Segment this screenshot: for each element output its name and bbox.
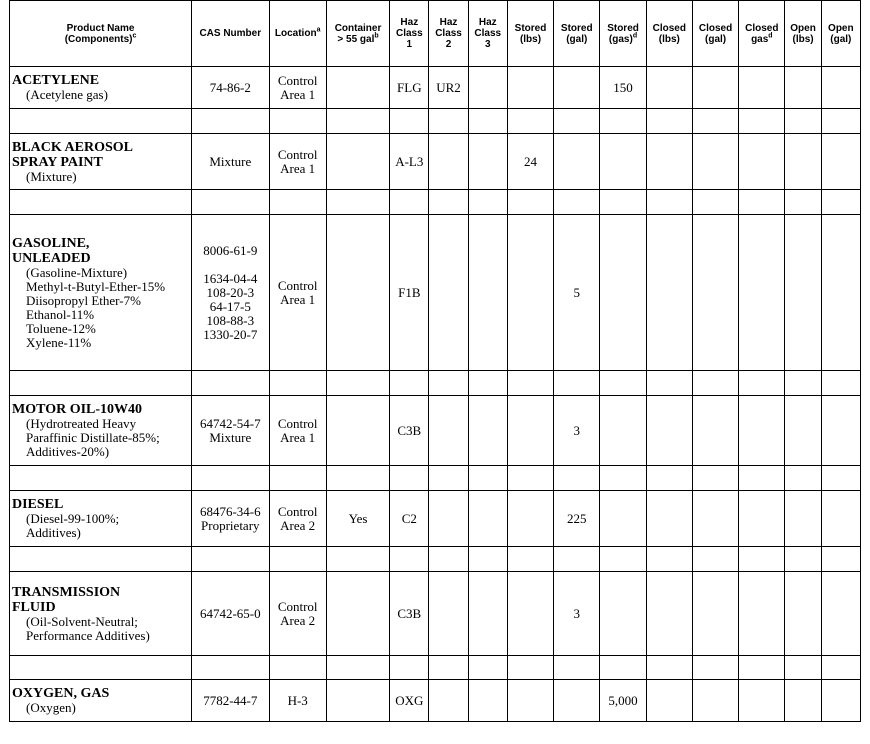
haz-class-1-cell: C3B xyxy=(390,396,429,466)
spacer-cell xyxy=(390,466,429,491)
spacer-cell xyxy=(554,190,600,215)
table-header-row xyxy=(10,1,861,67)
spacer-cell xyxy=(600,547,646,572)
closed-gal-cell xyxy=(692,491,738,547)
closed-lbs-cell xyxy=(646,680,692,722)
spacer-cell xyxy=(192,656,269,680)
spacer-cell xyxy=(429,109,468,134)
column-header-label: Haz xyxy=(400,17,419,28)
stored-gal-cell xyxy=(554,134,600,190)
column-header xyxy=(192,1,269,67)
container-cell xyxy=(326,67,389,109)
cas-number-cell: 74-86-2 xyxy=(192,67,269,109)
spacer-cell xyxy=(821,109,860,134)
stored-gal-cell: 3 xyxy=(554,396,600,466)
spacer-cell xyxy=(739,656,785,680)
spacer-cell xyxy=(192,547,269,572)
spacer-cell xyxy=(10,371,192,396)
closed-gal-cell xyxy=(692,680,738,722)
product-name-cell xyxy=(10,572,192,656)
container-cell xyxy=(326,396,389,466)
product-name: BLACK AEROSOL SPRAY PAINT xyxy=(12,139,133,170)
column-header xyxy=(821,1,860,67)
column-header-label: (gas) xyxy=(608,33,633,45)
stored-lbs-cell xyxy=(507,491,553,547)
column-header-label: Closed xyxy=(745,22,779,34)
open-lbs-cell xyxy=(785,396,821,466)
open-gal-cell xyxy=(821,396,860,466)
stored-gas-cell xyxy=(600,134,646,190)
column-header xyxy=(507,1,553,67)
column-header-label: Open xyxy=(790,22,816,34)
spacer-cell xyxy=(692,190,738,215)
spacer-cell xyxy=(326,656,389,680)
closed-gal-cell xyxy=(692,67,738,109)
stored-gal-cell: 225 xyxy=(554,491,600,547)
open-gal-cell xyxy=(821,215,860,371)
spacer-cell xyxy=(326,466,389,491)
spacer-cell xyxy=(390,547,429,572)
spacer-cell xyxy=(600,656,646,680)
spacer-cell xyxy=(429,371,468,396)
column-header-label: Class xyxy=(435,28,462,39)
container-cell: Yes xyxy=(326,491,389,547)
table-row xyxy=(10,396,861,466)
cas-number-cell: 68476-34-6 Proprietary xyxy=(192,491,269,547)
product-name-cell xyxy=(10,491,192,547)
haz-class-1-cell: C3B xyxy=(390,572,429,656)
column-header xyxy=(10,1,192,67)
location-cell: Control Area 1 xyxy=(269,67,326,109)
spacer-cell xyxy=(646,547,692,572)
spacer-cell xyxy=(600,466,646,491)
column-header xyxy=(692,1,738,67)
table-row xyxy=(10,134,861,190)
stored-gas-cell: 5,000 xyxy=(600,680,646,722)
column-header-label: Haz xyxy=(439,17,458,28)
haz-class-2-cell xyxy=(429,572,468,656)
product-components: (Oxygen) xyxy=(26,700,76,715)
product-name: DIESEL xyxy=(12,497,64,512)
closed-lbs-cell xyxy=(646,572,692,656)
spacer-row xyxy=(10,466,861,491)
spacer-cell xyxy=(429,190,468,215)
spacer-cell xyxy=(10,466,192,491)
footnote-marker: d xyxy=(632,32,638,40)
product-name: OXYGEN, GAS xyxy=(12,686,110,701)
stored-gas-cell: 150 xyxy=(600,67,646,109)
haz-class-3-cell xyxy=(468,396,507,466)
closed-gas-cell xyxy=(739,215,785,371)
haz-class-3-cell xyxy=(468,680,507,722)
spacer-cell xyxy=(646,656,692,680)
closed-lbs-cell xyxy=(646,215,692,371)
spacer-cell xyxy=(821,547,860,572)
haz-class-1-cell: C2 xyxy=(390,491,429,547)
closed-gal-cell xyxy=(692,572,738,656)
haz-class-3-cell xyxy=(468,572,507,656)
spacer-cell xyxy=(468,371,507,396)
footnote-marker: d xyxy=(768,32,773,40)
product-components: (Mixture) xyxy=(26,168,77,184)
closed-lbs-cell xyxy=(646,491,692,547)
spacer-cell xyxy=(269,466,326,491)
stored-gal-cell: 5 xyxy=(554,215,600,371)
haz-class-2-cell xyxy=(429,215,468,371)
spacer-cell xyxy=(507,109,553,134)
spacer-cell xyxy=(821,371,860,396)
haz-class-3-cell xyxy=(468,67,507,109)
column-header xyxy=(600,1,646,67)
spacer-cell xyxy=(600,190,646,215)
cas-number-cell: 8006-61-9 1634-04-4 108-20-3 64-17-5 108-88-3 1330-20-7 xyxy=(192,215,269,371)
product-name-cell xyxy=(10,396,192,466)
hazmat-inventory-document xyxy=(9,0,861,722)
closed-gal-cell xyxy=(692,215,738,371)
spacer-cell xyxy=(692,547,738,572)
container-cell xyxy=(326,215,389,371)
column-header-label: CAS Number xyxy=(199,28,262,39)
spacer-cell xyxy=(507,547,553,572)
spacer-cell xyxy=(646,109,692,134)
open-gal-cell xyxy=(821,572,860,656)
open-gal-cell xyxy=(821,67,860,109)
spacer-cell xyxy=(10,547,192,572)
spacer-cell xyxy=(785,371,821,396)
open-lbs-cell xyxy=(785,491,821,547)
product-name: TRANSMISSION FLUID xyxy=(12,584,121,615)
spacer-cell xyxy=(554,371,600,396)
column-header-label: (lbs) xyxy=(792,33,814,45)
cas-number-cell: 64742-54-7 Mixture xyxy=(192,396,269,466)
spacer-cell xyxy=(326,109,389,134)
cas-number-cell: 64742-65-0 xyxy=(192,572,269,656)
product-components: (Gasoline-Mixture) Methyl-t-Butyl-Ether-15% Diisopropyl Ether-7% Ethanol-11% Toluene-12% Xylene-11% xyxy=(26,264,166,350)
open-lbs-cell xyxy=(785,134,821,190)
spacer-cell xyxy=(554,466,600,491)
product-name-cell xyxy=(10,67,192,109)
product-name-cell xyxy=(10,134,192,190)
open-gal-cell xyxy=(821,491,860,547)
column-header-label: (gal) xyxy=(705,33,727,45)
spacer-cell xyxy=(192,371,269,396)
column-header-label: Class xyxy=(474,28,502,39)
stored-gas-cell xyxy=(600,572,646,656)
product-name: MOTOR OIL-10W40 xyxy=(12,402,143,417)
location-cell: Control Area 2 xyxy=(269,572,326,656)
spacer-cell xyxy=(507,371,553,396)
haz-class-2-cell: UR2 xyxy=(429,67,468,109)
column-header-label: Closed xyxy=(652,22,686,34)
column-header xyxy=(739,1,785,67)
spacer-cell xyxy=(269,547,326,572)
column-header-label: 2 xyxy=(445,39,452,50)
stored-lbs-cell xyxy=(507,396,553,466)
open-lbs-cell xyxy=(785,67,821,109)
column-header-label: Stored xyxy=(514,22,547,34)
spacer-cell xyxy=(192,109,269,134)
spacer-cell xyxy=(554,547,600,572)
spacer-cell xyxy=(692,656,738,680)
spacer-cell xyxy=(429,656,468,680)
closed-gal-cell xyxy=(692,134,738,190)
spacer-cell xyxy=(468,190,507,215)
haz-class-1-cell: OXG xyxy=(390,680,429,722)
closed-gas-cell xyxy=(739,680,785,722)
column-header-label: Haz xyxy=(478,17,497,28)
spacer-cell xyxy=(646,190,692,215)
spacer-cell xyxy=(821,190,860,215)
table-row xyxy=(10,491,861,547)
closed-gas-cell xyxy=(739,491,785,547)
spacer-cell xyxy=(821,466,860,491)
column-header-label: 3 xyxy=(484,39,491,50)
haz-class-1-cell: A-L3 xyxy=(390,134,429,190)
spacer-row xyxy=(10,109,861,134)
spacer-row xyxy=(10,656,861,680)
spacer-cell xyxy=(785,109,821,134)
spacer-cell xyxy=(692,109,738,134)
stored-gal-cell xyxy=(554,67,600,109)
column-header xyxy=(390,1,429,67)
closed-gas-cell xyxy=(739,134,785,190)
open-gal-cell xyxy=(821,680,860,722)
column-header-label: Location xyxy=(274,28,317,39)
spacer-cell xyxy=(600,371,646,396)
haz-class-1-cell: FLG xyxy=(390,67,429,109)
spacer-cell xyxy=(468,109,507,134)
spacer-cell xyxy=(429,547,468,572)
haz-class-3-cell xyxy=(468,215,507,371)
haz-class-3-cell xyxy=(468,134,507,190)
location-cell: H-3 xyxy=(269,680,326,722)
open-lbs-cell xyxy=(785,680,821,722)
column-header-label: > 55 gal xyxy=(337,33,375,45)
table-row xyxy=(10,67,861,109)
hazmat-inventory-table xyxy=(9,0,861,722)
closed-lbs-cell xyxy=(646,67,692,109)
open-lbs-cell xyxy=(785,572,821,656)
container-cell xyxy=(326,134,389,190)
spacer-cell xyxy=(468,466,507,491)
spacer-cell xyxy=(821,656,860,680)
product-components: (Hydrotreated Heavy Paraffinic Distillate-85%; Additives-20%) xyxy=(26,416,160,459)
column-header-label: (lbs) xyxy=(519,33,542,45)
spacer-row xyxy=(10,190,861,215)
spacer-cell xyxy=(269,371,326,396)
spacer-cell xyxy=(785,190,821,215)
spacer-cell xyxy=(785,656,821,680)
spacer-cell xyxy=(10,656,192,680)
closed-lbs-cell xyxy=(646,396,692,466)
stored-gas-cell xyxy=(600,215,646,371)
stored-gal-cell: 3 xyxy=(554,572,600,656)
spacer-cell xyxy=(739,547,785,572)
spacer-cell xyxy=(646,466,692,491)
column-header-label: gas xyxy=(751,33,769,45)
closed-gal-cell xyxy=(692,396,738,466)
spacer-cell xyxy=(646,371,692,396)
haz-class-2-cell xyxy=(429,680,468,722)
footnote-marker: b xyxy=(374,32,379,40)
spacer-cell xyxy=(390,190,429,215)
spacer-cell xyxy=(785,547,821,572)
stored-lbs-cell xyxy=(507,572,553,656)
spacer-cell xyxy=(507,190,553,215)
stored-lbs-cell xyxy=(507,67,553,109)
haz-class-1-cell: F1B xyxy=(390,215,429,371)
spacer-row xyxy=(10,547,861,572)
column-header-label: Closed xyxy=(698,22,733,34)
haz-class-2-cell xyxy=(429,396,468,466)
location-cell: Control Area 1 xyxy=(269,134,326,190)
column-header-label: Container xyxy=(334,22,382,34)
location-cell: Control Area 1 xyxy=(269,215,326,371)
closed-lbs-cell xyxy=(646,134,692,190)
closed-gas-cell xyxy=(739,572,785,656)
spacer-cell xyxy=(326,547,389,572)
column-header xyxy=(646,1,692,67)
container-cell xyxy=(326,680,389,722)
product-components: (Acetylene gas) xyxy=(26,87,108,102)
spacer-cell xyxy=(390,371,429,396)
open-lbs-cell xyxy=(785,215,821,371)
spacer-cell xyxy=(554,656,600,680)
spacer-cell xyxy=(269,190,326,215)
spacer-cell xyxy=(429,466,468,491)
open-gal-cell xyxy=(821,134,860,190)
spacer-cell xyxy=(739,109,785,134)
table-row xyxy=(10,572,861,656)
spacer-cell xyxy=(739,371,785,396)
column-header xyxy=(429,1,468,67)
column-header-label: 1 xyxy=(406,39,413,50)
spacer-cell xyxy=(507,466,553,491)
stored-gas-cell xyxy=(600,491,646,547)
spacer-cell xyxy=(600,109,646,134)
spacer-cell xyxy=(785,466,821,491)
haz-class-2-cell xyxy=(429,491,468,547)
stored-lbs-cell xyxy=(507,680,553,722)
spacer-cell xyxy=(739,466,785,491)
stored-lbs-cell: 24 xyxy=(507,134,553,190)
table-row xyxy=(10,680,861,722)
column-header-label: Stored xyxy=(607,22,639,34)
haz-class-2-cell xyxy=(429,134,468,190)
column-header xyxy=(468,1,507,67)
column-header-label: (Components) xyxy=(64,33,133,45)
column-header-label: (gal) xyxy=(566,33,588,45)
spacer-cell xyxy=(554,109,600,134)
stored-gas-cell xyxy=(600,396,646,466)
product-components: (Oil-Solvent-Neutral; Performance Additives) xyxy=(26,613,150,643)
spacer-cell xyxy=(390,109,429,134)
spacer-cell xyxy=(390,656,429,680)
container-cell xyxy=(326,572,389,656)
location-cell: Control Area 1 xyxy=(269,396,326,466)
footnote-marker: c xyxy=(132,32,137,40)
stored-lbs-cell xyxy=(507,215,553,371)
footnote-marker: a xyxy=(316,26,321,34)
table-row xyxy=(10,215,861,371)
column-header-label: Product Name xyxy=(66,22,135,34)
spacer-cell xyxy=(468,547,507,572)
product-name-cell xyxy=(10,215,192,371)
spacer-cell xyxy=(269,656,326,680)
spacer-cell xyxy=(10,109,192,134)
haz-class-3-cell xyxy=(468,491,507,547)
column-header xyxy=(785,1,821,67)
spacer-cell xyxy=(192,190,269,215)
stored-gal-cell xyxy=(554,680,600,722)
spacer-cell xyxy=(10,190,192,215)
column-header-label: Class xyxy=(395,28,423,39)
column-header xyxy=(269,1,326,67)
cas-number-cell: 7782-44-7 xyxy=(192,680,269,722)
spacer-cell xyxy=(692,466,738,491)
product-name-cell xyxy=(10,680,192,722)
closed-gas-cell xyxy=(739,396,785,466)
product-name: GASOLINE, UNLEADED xyxy=(12,235,91,266)
product-components: (Diesel-99-100%; Additives) xyxy=(26,511,120,540)
spacer-row xyxy=(10,371,861,396)
column-header xyxy=(554,1,600,67)
spacer-cell xyxy=(192,466,269,491)
column-header-label: (gal) xyxy=(830,33,852,45)
location-cell: Control Area 2 xyxy=(269,491,326,547)
cas-number-cell: Mixture xyxy=(192,134,269,190)
column-header xyxy=(326,1,389,67)
spacer-cell xyxy=(507,656,553,680)
spacer-cell xyxy=(468,656,507,680)
spacer-cell xyxy=(269,109,326,134)
product-name: ACETYLENE xyxy=(12,73,100,88)
column-header-label: Stored xyxy=(560,22,593,34)
closed-gas-cell xyxy=(739,67,785,109)
column-header-label: (lbs) xyxy=(658,33,680,45)
spacer-cell xyxy=(739,190,785,215)
spacer-cell xyxy=(326,190,389,215)
column-header-label: Open xyxy=(828,22,854,34)
spacer-cell xyxy=(692,371,738,396)
spacer-cell xyxy=(326,371,389,396)
